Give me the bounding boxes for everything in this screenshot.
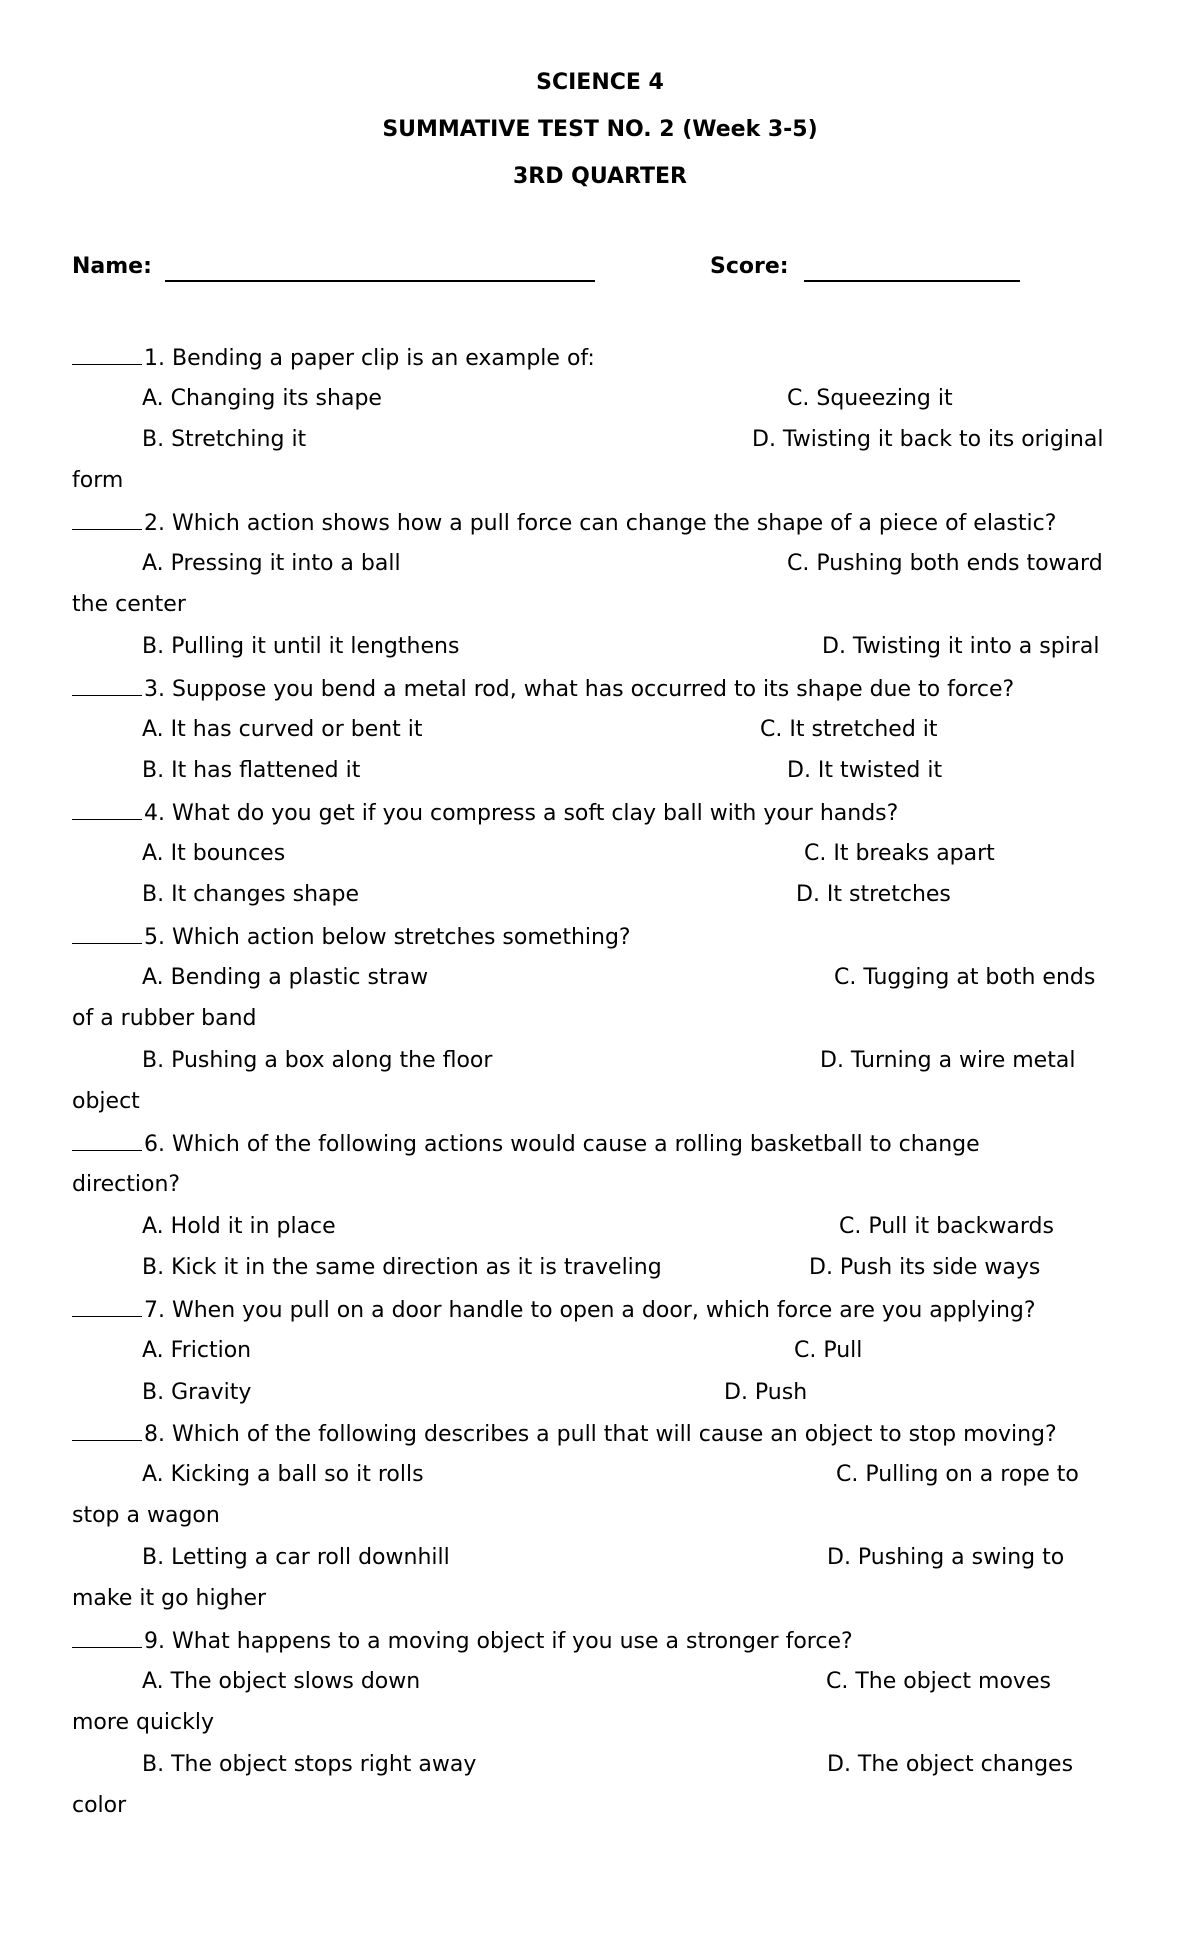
score-label: Score:	[710, 254, 789, 279]
name-field[interactable]	[165, 280, 595, 282]
option-d-continued: object	[72, 1089, 140, 1114]
option-a: A. Bending a plastic straw	[142, 965, 429, 990]
option-b: B. Gravity	[142, 1380, 252, 1405]
option-b: B. Kick it in the same direction as it is traveling	[142, 1255, 662, 1280]
option-d: D. Turning a wire metal	[820, 1048, 1076, 1073]
option-c: C. Pushing both ends toward	[787, 551, 1103, 576]
option-b: B. The object stops right away	[142, 1752, 477, 1777]
answer-blank-2[interactable]	[72, 505, 142, 530]
question-text-continued: direction?	[72, 1172, 181, 1197]
question-text: 1. Bending a paper clip is an example of:	[144, 346, 595, 371]
question-text: 9. What happens to a moving object if you use a stronger force?	[144, 1629, 853, 1654]
option-d: D. Twisting it back to its original	[752, 427, 1104, 452]
question-3	[72, 669, 1014, 710]
option-c: C. Pulling on a rope to	[836, 1462, 1079, 1487]
option-b: B. It changes shape	[142, 882, 359, 907]
option-c-continued: of a rubber band	[72, 1006, 257, 1031]
option-a: A. Hold it in place	[142, 1214, 336, 1239]
option-a: A. The object slows down	[142, 1669, 421, 1694]
question-2	[72, 503, 1056, 544]
option-a: A. It has curved or bent it	[142, 717, 423, 742]
option-d: D. It stretches	[796, 882, 951, 907]
answer-blank-4[interactable]	[72, 795, 142, 820]
score-field[interactable]	[804, 280, 1020, 282]
option-c: C. Pull it backwards	[839, 1214, 1054, 1239]
question-text: 2. Which action shows how a pull force can change the shape of a piece of elastic?	[144, 511, 1057, 536]
question-6	[72, 1124, 980, 1165]
option-a: A. Kicking a ball so it rolls	[142, 1462, 424, 1487]
option-d-continued: make it go higher	[72, 1586, 267, 1611]
answer-blank-5[interactable]	[72, 919, 142, 944]
name-label: Name:	[72, 254, 152, 279]
question-text: 4. What do you get if you compress a soft clay ball with your hands?	[144, 801, 899, 826]
question-text: 8. Which of the following describes a pull that will cause an object to stop moving?	[144, 1422, 1057, 1447]
answer-blank-8[interactable]	[72, 1416, 142, 1441]
option-b: B. It has flattened it	[142, 758, 361, 783]
question-text: 7. When you pull on a door handle to open a door, which force are you applying?	[144, 1298, 1036, 1323]
option-b: B. Stretching it	[142, 427, 307, 452]
option-d: D. Twisting it into a spiral	[822, 634, 1100, 659]
option-c: C. Tugging at both ends	[834, 965, 1096, 990]
answer-blank-6[interactable]	[72, 1126, 142, 1151]
option-c-continued: more quickly	[72, 1710, 214, 1735]
question-text: 5. Which action below stretches something?	[144, 925, 631, 950]
option-d-continued: form	[72, 468, 124, 493]
option-d: D. It twisted it	[787, 758, 943, 783]
option-c-continued: the center	[72, 592, 186, 617]
question-text: 6. Which of the following actions would cause a rolling basketball to change	[144, 1132, 980, 1157]
option-d: D. Pushing a swing to	[827, 1545, 1065, 1570]
option-a: A. Changing its shape	[142, 386, 382, 411]
subject-title: SCIENCE 4	[536, 70, 664, 95]
answer-blank-9[interactable]	[72, 1623, 142, 1648]
option-d-continued: color	[72, 1793, 127, 1818]
option-c: C. It breaks apart	[804, 841, 995, 866]
option-b: B. Pushing a box along the floor	[142, 1048, 493, 1073]
question-7	[72, 1290, 1036, 1331]
answer-blank-3[interactable]	[72, 671, 142, 696]
option-d: D. The object changes	[827, 1752, 1074, 1777]
question-9	[72, 1621, 853, 1662]
option-c: C. Squeezing it	[787, 386, 953, 411]
option-a: A. Friction	[142, 1338, 252, 1363]
option-a: A. It bounces	[142, 841, 286, 866]
option-d: D. Push	[724, 1380, 808, 1405]
option-c: C. It stretched it	[760, 717, 938, 742]
option-d: D. Push its side ways	[809, 1255, 1041, 1280]
answer-blank-1[interactable]	[72, 340, 142, 365]
question-8	[72, 1414, 1057, 1455]
option-b: B. Pulling it until it lengthens	[142, 634, 460, 659]
test-title: SUMMATIVE TEST NO. 2 (Week 3-5)	[382, 117, 818, 142]
question-text: 3. Suppose you bend a metal rod, what has occurred to its shape due to force?	[144, 677, 1015, 702]
option-c: C. Pull	[794, 1338, 863, 1363]
question-5	[72, 917, 631, 958]
option-a: A. Pressing it into a ball	[142, 551, 401, 576]
option-b: B. Letting a car roll downhill	[142, 1545, 450, 1570]
option-c-continued: stop a wagon	[72, 1503, 220, 1528]
option-c: C. The object moves	[826, 1669, 1051, 1694]
quarter-title: 3RD QUARTER	[512, 164, 687, 189]
question-4	[72, 793, 898, 834]
question-1	[72, 338, 595, 379]
answer-blank-7[interactable]	[72, 1292, 142, 1317]
